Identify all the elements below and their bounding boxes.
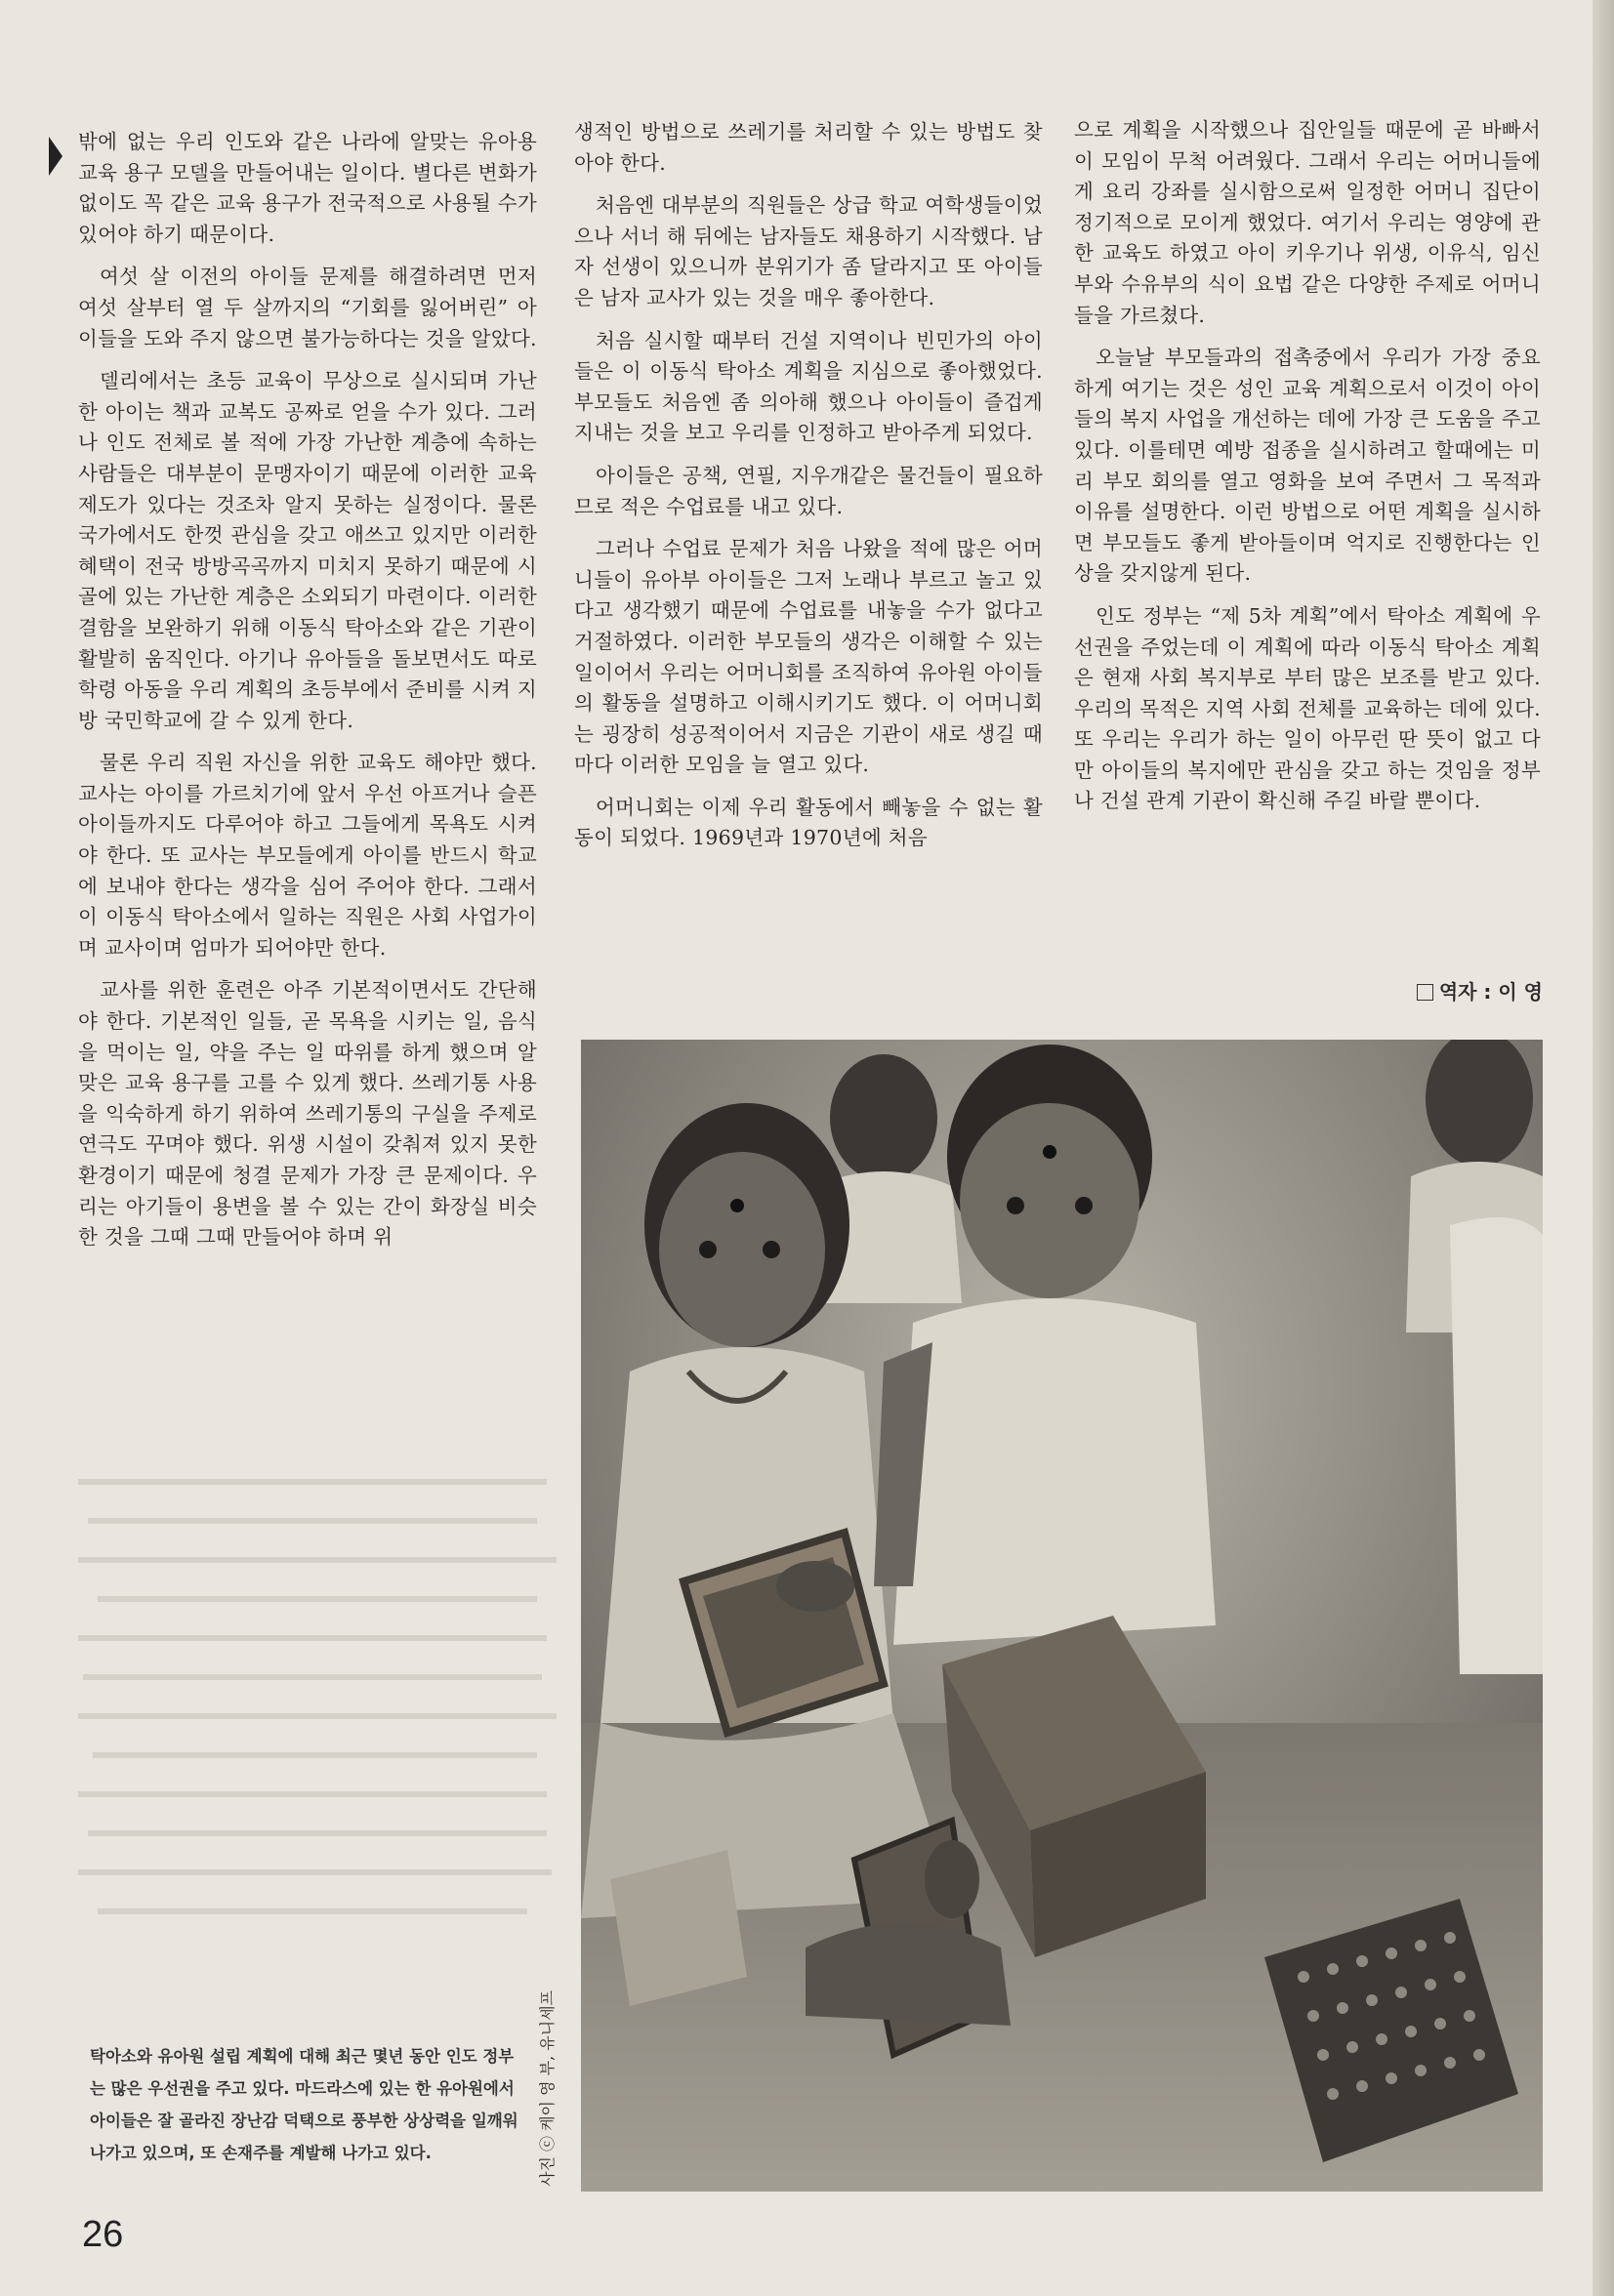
article-column-1 bbox=[78, 127, 537, 1265]
bleed-through-texture bbox=[78, 1459, 566, 1996]
paragraph: 처음엔 대부분의 직원들은 상급 학교 여학생들이었으나 서너 해 뒤에는 남자들도 채용하기 시작했다. 남자 선생이 있으니까 분위기가 좀 달라지고 또 아이들은 남자 교사가 있는 것을 매우 좋아한다. bbox=[574, 193, 1043, 309]
paragraph: 밖에 없는 우리 인도와 같은 나라에 알맞는 유아용 교육 용구 모델을 만들어내는 일이다. 별다른 변화가 없이도 꼭 같은 교육 용구가 전국적으로 사용될 수가 있어야 하기 때문이다. bbox=[78, 130, 537, 246]
photo-children-with-toys bbox=[581, 1040, 1543, 2192]
paragraph: 델리에서는 초등 교육이 무상으로 실시되며 가난한 아이는 책과 교복도 공짜로 얻을 수가 있다. 그러나 인도 전체로 볼 적에 가장 가난한 계층에 속하는 사람들은 대부분이 문맹자이기 때문에 이러한 교육 제도가 있다는 것조차 알지 못하는 실정이다. 물론 국가에서도 한껏 관심을 갖고 애쓰고 있지만 이러한 혜택이 전국 방방곡곡까지 미치지 못하기 때문에 시골에 있는 가난한 계층은 소외되기 마련이다. 이러한 결함을 보완하기 위해 이동식 탁아소와 같은 기관이 활발히 움직인다. 아기나 유아들을 돌보면서도 따로 학령 아동을 우리 계획의 초등부에서 준비를 시켜 지방 국민학교에 갈 수 있게 한다. bbox=[78, 369, 537, 732]
photo-credit-text: 사진 ⓒ 케이 영 부, 유니세프 bbox=[538, 1989, 557, 2187]
paragraph: 그러나 수업료 문제가 처음 나왔을 적에 많은 어머니들이 유아부 아이들은 그저 노래나 부르고 놀고 있다고 생각했기 때문에 수업료를 내놓을 수가 없다고 거절하였다. 이러한 부모들의 생각은 이해할 수 있는 일이어서 우리는 어머니회를 조직하여 유아원 아이들의 활동을 설명하고 이해시키기도 했다. 이 어머니회는 굉장히 성공적이어서 지금은 기관이 새로 생길 때마다 이러한 모임을 늘 열고 있다. bbox=[574, 537, 1043, 777]
page-edge bbox=[1593, 0, 1614, 2296]
paragraph: 여섯 살 이전의 아이들 문제를 해결하려면 먼저 여섯 살부터 열 두 살까지의 “기회를 잃어버린” 아이들을 도와 주지 않으면 불가능하다는 것을 알았다. bbox=[78, 265, 537, 350]
paragraph: 생적인 방법으로 쓰레기를 처리할 수 있는 방법도 찾아야 한다. bbox=[574, 120, 1043, 175]
paragraph: 어머니회는 이제 우리 활동에서 빼놓을 수 없는 활동이 되었다. 1969년과 1970년에 처음 bbox=[574, 795, 1043, 850]
photo-caption: 탁아소와 유아원 설립 계획에 대해 최근 몇년 동안 인도 정부는 많은 우선권을 주고 있다. 마드라스에 있는 한 유아원에서 아이들은 잘 골라진 장난감 덕택으로 풍부한 상상력을 일깨워 나가고 있으며, 또 손재주를 계발해 나가고 있다. bbox=[90, 2047, 518, 2162]
photo-credit bbox=[535, 1933, 562, 2187]
article-column-3 bbox=[1074, 115, 1541, 829]
paragraph: 오늘날 부모들과의 접촉중에서 우리가 가장 중요하게 여기는 것은 성인 교육 계획으로서 이것이 아이들의 복지 사업을 개선하는 데에 가장 큰 도움을 주고 있다. 이를테면 예방 접종을 실시하려고 할때에는 미리 부모 회의를 열고 영화을 보여 주면서 그 목적과 이유를 설명한다. 이런 방법으로 어떤 계획을 실시하면 부모들도 좋게 받아들이며 억지로 진행한다는 인상을 갖지않게 된다. bbox=[1074, 346, 1541, 586]
paragraph: 교사를 위한 훈련은 아주 기본적이면서도 간단해야 한다. 기본적인 일들, 곧 목욕을 시키는 일, 음식을 먹이는 일, 약을 주는 일 따위를 하게 했으며 알맞은 교육 용구를 고를 수 있게 했다. 쓰레기통 사용을 익숙하게 하기 위하여 쓰레기통의 구실을 주제로 연극도 꾸며야 했다. 위생 시설이 갖춰져 있지 못한 환경이기 때문에 청결 문제가 가장 큰 문제이다. 우리는 아기들이 용변을 볼 수 있는 간이 화장실 비슷한 것을 그때 그때 만들어야 하며 위 bbox=[78, 978, 537, 1250]
translator-credit bbox=[1396, 976, 1543, 1004]
paragraph: 인도 정부는 “제 5차 계획”에서 탁아소 계획에 우선권을 주었는데 이 계획에 따라 이동식 탁아소 계획은 현재 사회 복지부로 부터 많은 보조를 받고 있다. 우리의 목적은 지역 사회 전체를 교육하는 데에 있다. 또 우리는 우리가 하는 일이 아무런 딴 뜻이 없고 다만 아이들의 복지에만 관심을 갖고 하는 것임을 정부나 건설 관계 기관이 확신해 주길 바랄 뿐이다. bbox=[1074, 603, 1541, 813]
paragraph: 처음 실시할 때부터 건설 지역이나 빈민가의 아이들은 이 이동식 탁아소 계획을 지심으로 좋아했었다. 부모들도 처음엔 좀 의아해 했으나 아이들이 즐겁게 지내는 것을 보고 우리를 인정하고 받아주게 되었다. bbox=[574, 328, 1043, 445]
article-column-2 bbox=[574, 117, 1043, 866]
square-bullet-icon bbox=[1417, 984, 1433, 1001]
page-number: 26 bbox=[82, 2214, 124, 2255]
translator-name: 역자 : 이 영 bbox=[1438, 980, 1543, 1004]
paragraph: 으로 계획을 시작했으나 집안일들 때문에 곧 바빠서 이 모임이 무척 어려웠다. 그래서 우리는 어머니들에게 요리 강좌를 실시함으로써 일정한 어머니 집단이 정기적으로 모이게 했었다. 여기서 우리는 영양에 관한 교육도 하였고 아이 키우기나 위생, 이유식, 임신부와 수유부의 식이 요법 같은 다양한 주제로 어머니들을 가르쳤다. bbox=[1074, 118, 1541, 327]
paragraph: 아이들은 공책, 연필, 지우개같은 물건들이 필요하므로 적은 수업료를 내고 있다. bbox=[574, 463, 1043, 518]
section-marker-icon bbox=[49, 137, 62, 176]
paragraph: 물론 우리 직원 자신을 위한 교육도 해야만 했다. 교사는 아이를 가르치기에 앞서 우선 아프거나 슬픈 아이들까지도 다루어야 하고 그들에게 목욕도 시켜야 한다. 또 교사는 부모들에게 아이를 반드시 학교에 보내야 한다는 생각을 심어 주어야 한다. 그래서 이 이동식 탁아소에서 일하는 직원은 사회 사업가이며 교사이며 엄마가 되어야만 한다. bbox=[78, 751, 537, 960]
